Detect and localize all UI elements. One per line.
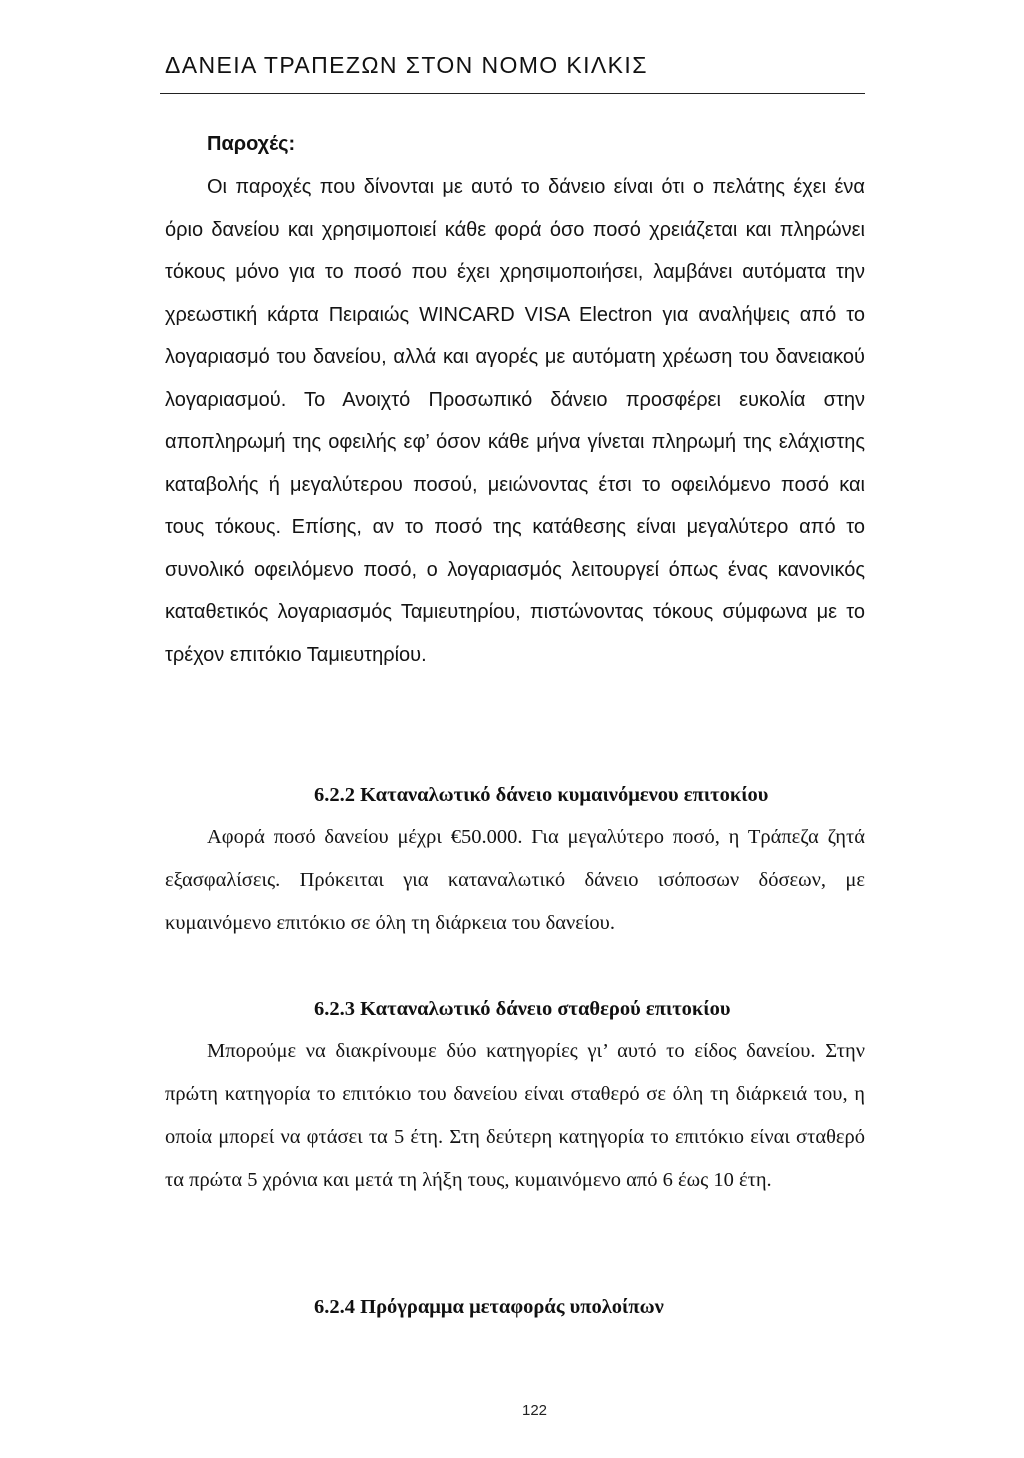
section-622-paragraph: Αφορά ποσό δανείου μέχρι €50.000. Για μεγαλύτερο ποσό, η Τράπεζα ζητά εξασφαλίσεις. Πρόκειται για καταναλωτικό δάνειο ισόποσων δόσεων, με κυμαινόμενο επιτόκιο σε όλη τη διάρκεια του δανείου. bbox=[165, 826, 865, 934]
section-623-paragraph-block bbox=[165, 1030, 865, 1202]
page-number: 122 bbox=[522, 1402, 548, 1419]
section-622-heading: 6.2.2 Καταναλωτικό δάνειο κυμαινόμενου επιτοκίου bbox=[314, 784, 769, 806]
section-622-paragraph-block bbox=[165, 816, 865, 945]
header-divider bbox=[160, 93, 865, 94]
benefits-paragraph-block bbox=[165, 166, 865, 676]
benefits-paragraph: Οι παροχές που δίνονται με αυτό το δάνειο είναι ότι ο πελάτης έχει ένα όριο δανείου και χρησιμοποιεί κάθε φορά όσο ποσό χρειάζεται και πληρώνει τόκους μόνο για το ποσό που έχει χρησιμοποιήσει, λαμβάνει αυτόματα την χρεωστική κάρτα Πειραιώς WINCARD VISA Electron για αναλήψεις από το λογαριασμό του δανείου, αλλά και αγορές με αυτόματη χρέωση του δανειακού λογαριασμού. Το Ανοιχτό Προσωπικό δάνειο προσφέρει ευκολία στην αποπληρωμή της οφειλής εφ’ όσον κάθε μήνα γίνεται πληρωμή της ελάχιστης καταβολής ή μεγαλύτερου ποσού, μειώνοντας έτσι το οφειλόμενο ποσό και τους τόκους. Επίσης, αν το ποσό της κατάθεσης είναι μεγαλύτερο από το συνολικό οφειλόμενο ποσό, ο λογαριασμός λειτουργεί όπως ένας κανονικός καταθετικός λογαριασμός Ταμιευτηρίου, πιστώνοντας τόκους σύμφωνα με το τρέχον επιτόκιο Ταμιευτηρίου. bbox=[165, 176, 865, 666]
benefits-heading: Παροχές: bbox=[207, 133, 296, 155]
section-624-heading: 6.2.4 Πρόγραμμα μεταφοράς υπολοίπων bbox=[314, 1296, 664, 1318]
section-623-paragraph: Μπορούμε να διακρίνουμε δύο κατηγορίες γι’ αυτό το είδος δανείου. Στην πρώτη κατηγορία το επιτόκιο του δανείου είναι σταθερό σε όλη τη διάρκειά του, η οποία μπορεί να φτάσει τα 5 έτη. Στη δεύτερη κατηγορία το επιτόκιο είναι σταθερό τα πρώτα 5 χρόνια και μετά τη λήξη τους, κυμαινόμενο από 6 έως 10 έτη. bbox=[165, 1040, 865, 1191]
section-623-heading: 6.2.3 Καταναλωτικό δάνειο σταθερού επιτοκίου bbox=[314, 998, 731, 1020]
page-header-title: ΔΑΝΕΙΑ ΤΡΑΠΕΖΩΝ ΣΤΟΝ ΝΟΜΟ ΚΙΛΚΙΣ bbox=[165, 52, 648, 78]
